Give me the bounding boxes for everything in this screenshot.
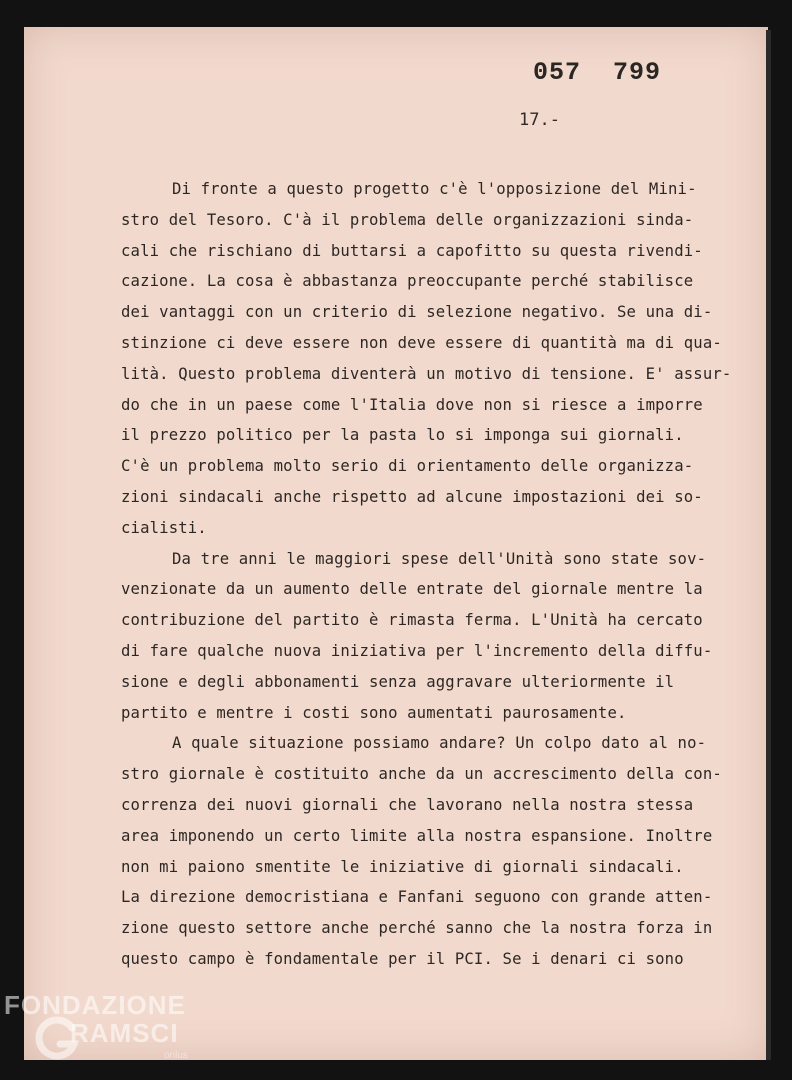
text-line: venzionate da un aumento delle entrate del giornale mentre la <box>121 580 703 599</box>
text-line: cazione. La cosa è abbastanza preoccupante perché stabilisce <box>121 272 694 291</box>
archive-number: 057 799 <box>533 58 662 87</box>
watermark-line2: RAMSCI <box>70 1018 179 1048</box>
page-number: 17.- <box>519 110 560 130</box>
text-line: zioni sindacali anche rispetto ad alcune impostazioni dei so- <box>121 487 703 506</box>
text-line: cali che rischiano di buttarsi a capofitto su questa rivendi- <box>121 241 703 260</box>
text-line: partito e mentre i costi sono aumentati paurosamente. <box>121 703 627 722</box>
fondazione-gramsci-watermark <box>4 990 204 1070</box>
text-line: stinzione ci deve essere non deve essere di quantità ma di qua- <box>121 333 722 352</box>
watermark-onlus: onlus <box>164 1050 188 1061</box>
text-line: dei vantaggi con un criterio di selezione negativo. Se una di- <box>121 303 713 322</box>
text-line: contribuzione del partito è rimasta ferma. L'Unità ha cercato <box>121 611 703 630</box>
text-line: area imponendo un certo limite alla nostra espansione. Inoltre <box>121 826 713 845</box>
watermark-line1: FONDAZIONE <box>4 990 186 1020</box>
text-line: il prezzo politico per la pasta lo si imponga sui giornali. <box>121 426 684 445</box>
text-line: stro giornale è costituito anche da un accrescimento della con- <box>121 765 722 784</box>
text-line: cialisti. <box>121 518 207 537</box>
text-line: questo campo è fondamentale per il PCI. Se i denari ci sono <box>121 949 684 968</box>
text-line: stro del Tesoro. C'à il problema delle organizzazioni sinda- <box>121 210 694 229</box>
text-line: Di fronte a questo progetto c'è l'opposizione del Mini- <box>172 180 697 198</box>
text-line: non mi paiono smentite le iniziative di giornali sindacali. <box>121 857 684 876</box>
text-line: sione e degli abbonamenti senza aggravare ulteriormente il <box>121 672 675 691</box>
text-line: do che in un paese come l'Italia dove non si riesce a imporre <box>121 395 703 414</box>
text-line: zione questo settore anche perché sanno che la nostra forza in <box>121 919 713 938</box>
text-line: A quale situazione possiamo andare? Un colpo dato al no- <box>172 734 707 753</box>
text-line: correnza dei nuovi giornali che lavorano nella nostra stessa <box>121 795 694 814</box>
text-line: C'è un problema molto serio di orientamento delle organizza- <box>121 457 694 476</box>
text-line: lità. Questo problema diventerà un motivo di tensione. E' assur- <box>121 364 732 383</box>
text-line: di fare qualche nuova iniziativa per l'incremento della diffu- <box>121 641 713 660</box>
text-line: Da tre anni le maggiori spese dell'Unità sono state sov- <box>172 549 707 568</box>
text-line: La direzione democristiana e Fanfani seguono con grande atten- <box>121 888 713 907</box>
typewritten-body <box>121 174 741 975</box>
sheet-edge <box>766 30 771 1060</box>
